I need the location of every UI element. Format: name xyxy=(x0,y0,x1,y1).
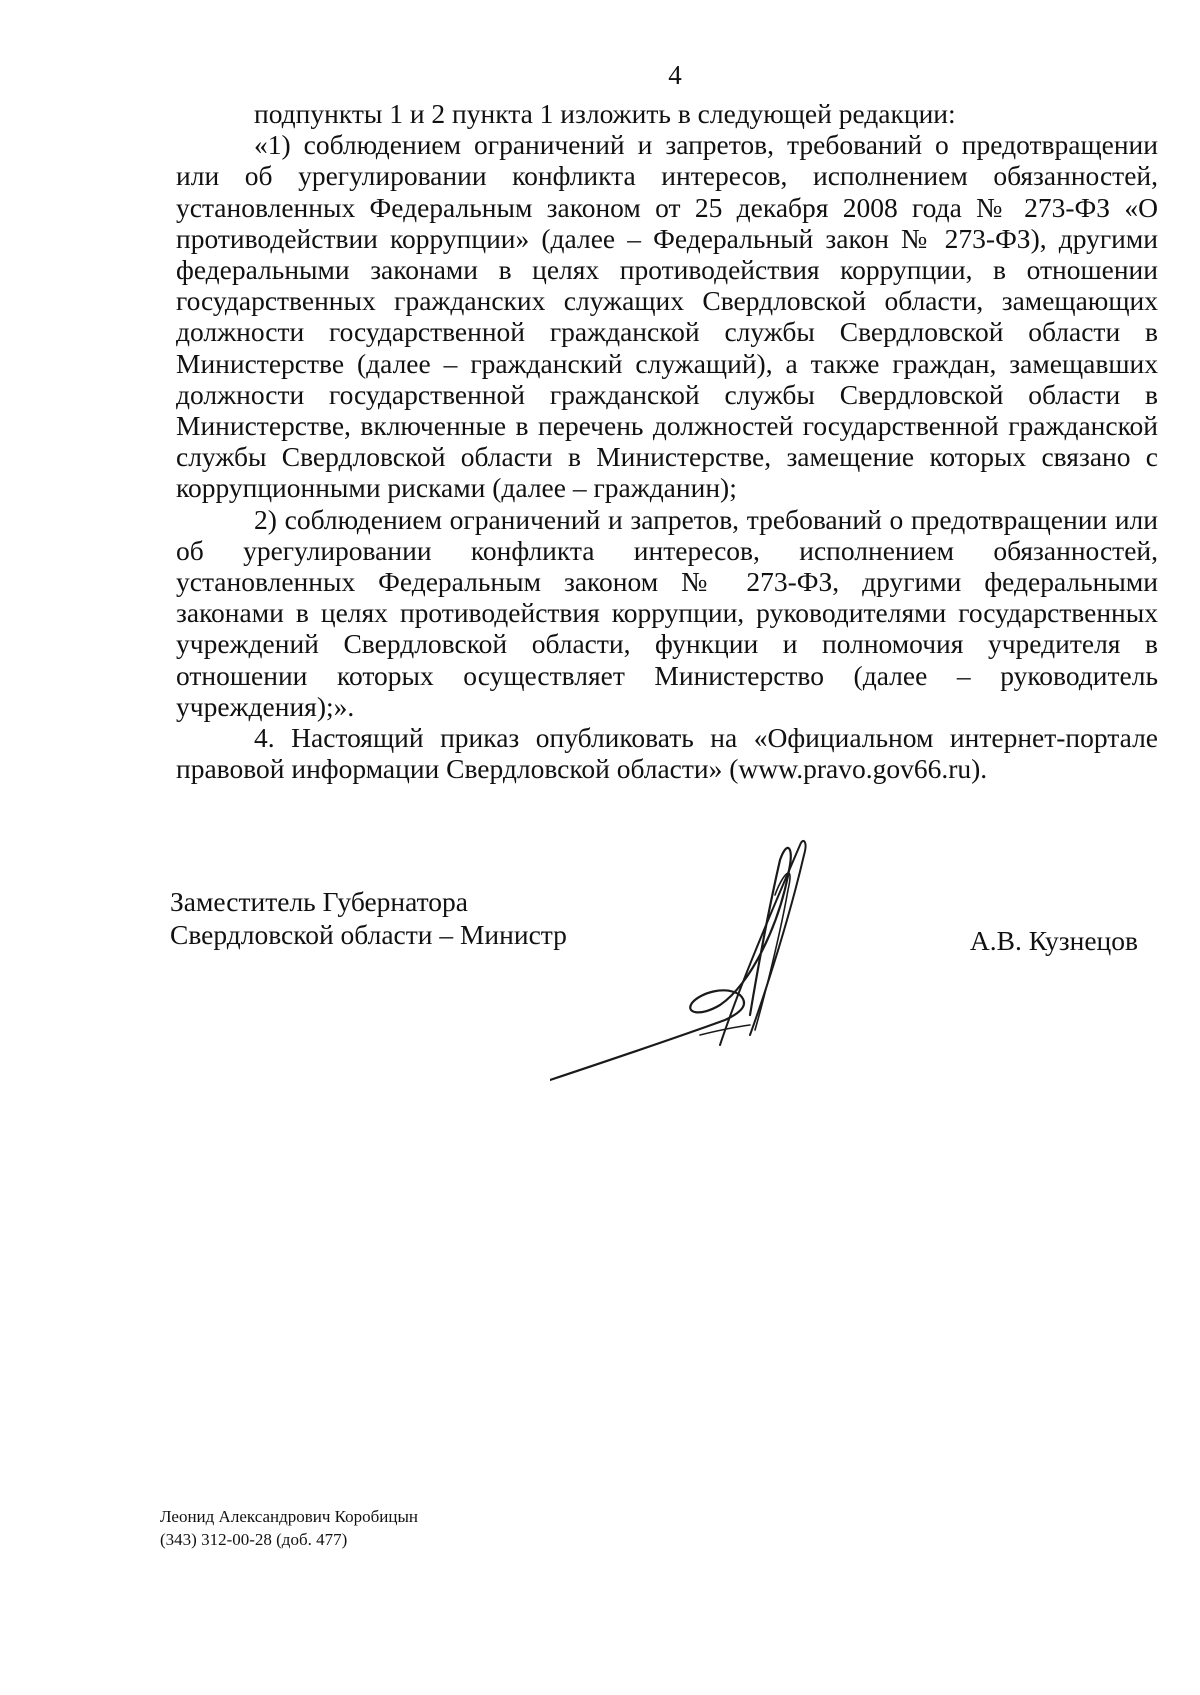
executor-phone: (343) 312-00-28 (доб. 477) xyxy=(160,1530,348,1549)
signatory-title xyxy=(170,885,567,951)
document-body xyxy=(176,98,1158,784)
paragraph-intro: подпункты 1 и 2 пункта 1 изложить в следующей редакции: xyxy=(254,98,956,129)
signatory-name: А.В. Кузнецов xyxy=(969,925,1138,956)
executor-name: Леонид Александрович Коробицын xyxy=(160,1507,419,1526)
handwritten-signature xyxy=(550,835,850,1085)
executor-info xyxy=(160,1505,418,1551)
signatory-title-line-1: Заместитель Губернатора xyxy=(170,886,468,917)
paragraph-subitem-2: 2) соблюдением ограничений и запретов, требований о предотвращении или об урегулировании конфликта интересов, исполнением обязанностей, установленных Федеральным законом № 273-ФЗ, другими федеральными законами в целях противодействия коррупции, руководителями государственных учреждений Свердловской области, функции и полномочия учредителя в отношении которых осуществляет Министерство (далее – руководитель учреждения);». xyxy=(176,503,1158,722)
page-number: 4 xyxy=(668,60,682,90)
paragraph-item-4: 4. Настоящий приказ опубликовать на «Официальном интернет-портале правовой информации Свердловской области» (www.pravo.gov66.ru). xyxy=(176,722,1158,785)
paragraph-subitem-1: «1) соблюдением ограничений и запретов, требований о предотвращении или об урегулировании конфликта интересов, исполнением обязанностей, установленных Федеральным законом от 25 декабря 2008 года № 273-ФЗ «О противодействии коррупции» (далее – Федеральный закон № 273-ФЗ), другими федеральными законами в целях противодействия коррупции, в отношении государственных гражданских служащих Свердловской области, замещающих должности государственной гражданской службы Свердловской области в Министерстве (далее – гражданский служащий), а также граждан, замещавших должности государственной гражданской службы Свердловской области в Министерстве, включенные в перечень должностей государственной гражданской службы Свердловской области в Министерстве, замещение которых связано с коррупционными рисками (далее – гражданин); xyxy=(176,129,1158,504)
signatory-title-line-2: Свердловской области – Министр xyxy=(170,919,567,950)
